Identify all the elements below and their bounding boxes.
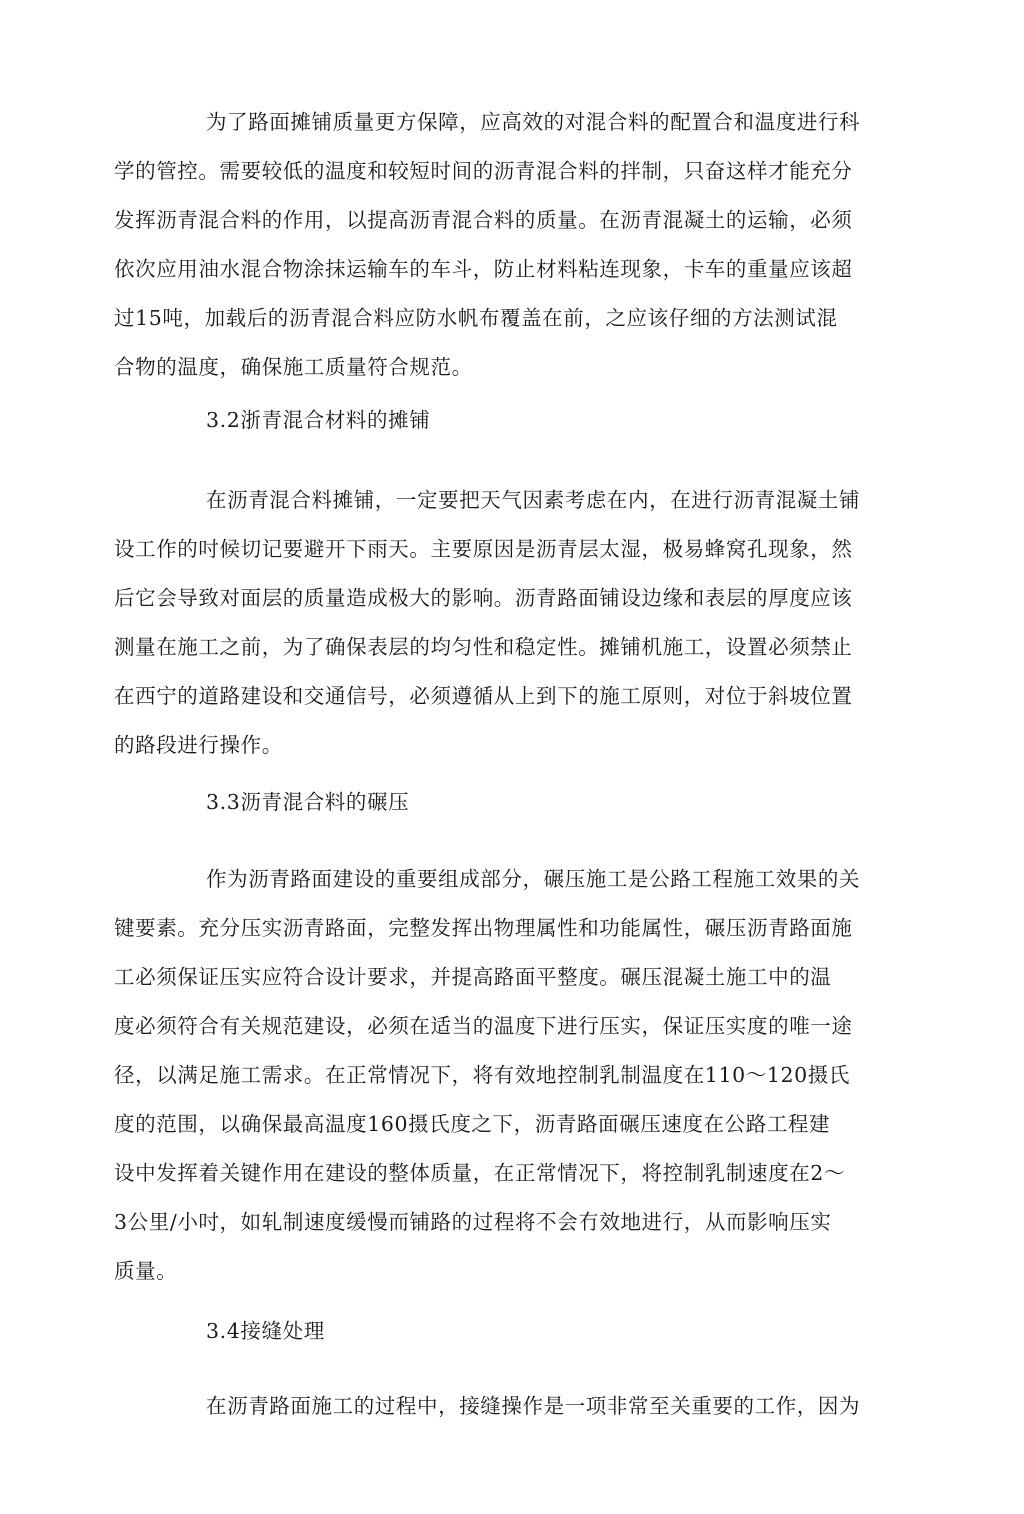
section-heading-3-4: 3.4接缝处理: [206, 1319, 325, 1343]
paragraph-line: 在沥青混合料摊铺，一定要把天气因素考虑在内，在进行沥青混凝土铺: [206, 488, 861, 512]
paragraph-line: 质量。: [114, 1259, 178, 1283]
section-heading-3-2: 3.2浙青混合材料的摊铺: [206, 408, 431, 432]
paragraph-line: 在西宁的道路建设和交通信号，必须遵循从上到下的施工原则，对位于斜坡位置: [114, 684, 853, 708]
paragraph-line: 的路段进行操作。: [114, 733, 283, 757]
paragraph-line: 设工作的吋候切记要避开下雨天。主要原因是沥青层太湿，极易蜂窝孔现象，然: [114, 537, 853, 561]
paragraph-line: 设中发挥着关键作用在建设的整体质量，在正常情况下，将控制乳制速度在2～: [114, 1161, 846, 1185]
paragraph-line: 度必须符合有关规范建设，必须在适当的温度下进行压实，保证压实度的唯一途: [114, 1014, 853, 1038]
paragraph-line: 为了路面摊铺质量更方保障，应高效的对混合料的配置合和温度进行科: [206, 110, 861, 134]
paragraph-line: 发挥沥青混合料的作用，以提高沥青混合料的质量。在沥青混凝土的运输，必须: [114, 208, 853, 232]
paragraph-line: 键要素。充分压实沥青路面，完整发挥出物理属性和功能属性，碾压沥青路面施: [114, 916, 853, 940]
paragraph-line: 在沥青路面施工的过程中，接缝操作是一项非常至关重要的工作，因为: [206, 1394, 861, 1418]
paragraph-line: 合物的温度，确保施工质量符合规范。: [114, 355, 473, 379]
paragraph-line: 度的范围，以确保最高温度160摄氏度之下，沥青路面碾压速度在公路工程建: [114, 1112, 831, 1136]
paragraph-line: 依次应用油水混合物涂抹运输车的车斗，防止材料粘连现象，卡车的重量应该超: [114, 257, 853, 281]
paragraph-line: 学的管控。需要较低的温度和较短时间的沥青混合料的拌制，只奋这样才能充分: [114, 159, 853, 183]
section-heading-3-3: 3.3沥青混合料的碾压: [206, 790, 410, 814]
paragraph-line: 径，以满足施工需求。在正常情况下，将有效地控制乳制温度在110～120摄氏: [114, 1063, 850, 1087]
paragraph-line: 3公里/小吋，如轧制速度缓慢而铺路的过程将不会冇效地进行，从而影响压实: [114, 1210, 832, 1234]
paragraph-line: 工必须保证压实应符合设计要求，并提高路面平整度。碾压混凝土施工中的温: [114, 965, 832, 989]
paragraph-line: 过15吨，加载后的沥青混合料应防水帆布覆盖在前，之应该仔细的方法测试混: [114, 306, 838, 330]
paragraph-line: 后它会导致对面层的质量造成极大的影响。沥青路面铺设边缘和表层的厚度应该: [114, 586, 853, 610]
paragraph-line: 测量在施工之前，为了确保表层的均匀性和稳定性。摊铺机施工，设置必须禁止: [114, 635, 853, 659]
paragraph-line: 作为沥青路面建设的重要组成部分，碾压施工是公路工程施工效果的关: [206, 867, 861, 891]
